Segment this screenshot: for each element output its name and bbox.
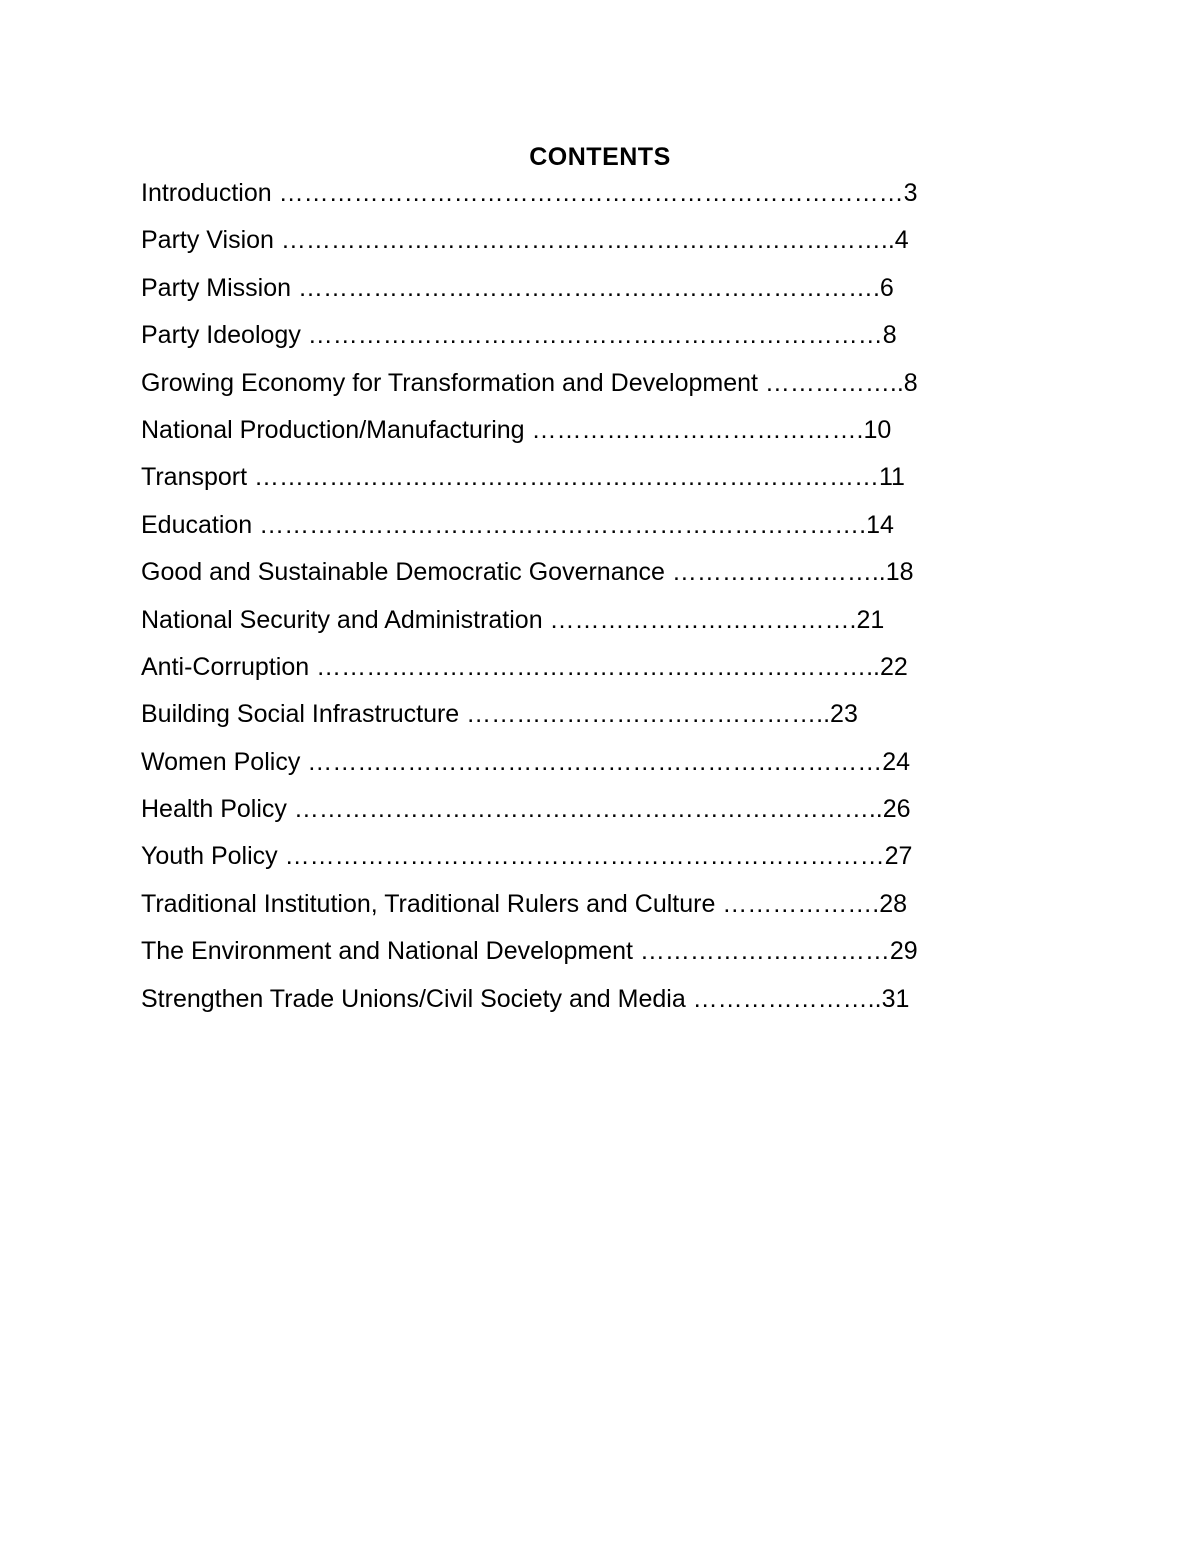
toc-entry-social-infrastructure: Building Social Infrastructure ……………………………………..23 — [141, 700, 858, 729]
toc-entry-environment: The Environment and National Development …………………………29 — [141, 937, 918, 966]
toc-entry-traditional-institution: Traditional Institution, Traditional Rulers and Culture ……………….28 — [141, 889, 908, 918]
toc-list — [141, 176, 1041, 1029]
toc-entry-transport: Transport …………………………………………………………………11 — [141, 463, 905, 492]
toc-entry-education: Education ……………………………………………………………….14 — [141, 510, 894, 539]
toc-entry-introduction: Introduction …………………………………………………………………3 — [141, 179, 918, 207]
toc-entry-party-mission: Party Mission …………………………………………………………….6 — [141, 273, 894, 302]
toc-entry-good-governance: Good and Sustainable Democratic Governance ……………………..18 — [141, 558, 914, 587]
toc-entry-party-vision: Party Vision ………………………………………………………………..4 — [141, 226, 909, 255]
toc-title: CONTENTS — [529, 143, 671, 171]
toc-entry-health-policy: Health Policy ……………………………………………………………..26 — [141, 795, 911, 824]
toc-entry-party-ideology: Party Ideology ……………………………………………………………8 — [141, 321, 897, 350]
toc-entry-trade-unions: Strengthen Trade Unions/Civil Society and Media …………………..31 — [141, 984, 910, 1013]
toc-entry-anti-corruption: Anti-Corruption …………………………………………………………..22 — [141, 652, 908, 681]
toc-entry-national-production: National Production/Manufacturing ………………………………….10 — [141, 415, 892, 444]
toc-entry-growing-economy: Growing Economy for Transformation and Development ……………..8 — [141, 368, 918, 397]
toc-entry-women-policy: Women Policy ……………………………………………………………24 — [141, 747, 911, 776]
toc-entry-youth-policy: Youth Policy ………………………………………………………………27 — [141, 842, 913, 871]
toc-entry-national-security: National Security and Administration ……………………………….21 — [141, 605, 885, 634]
